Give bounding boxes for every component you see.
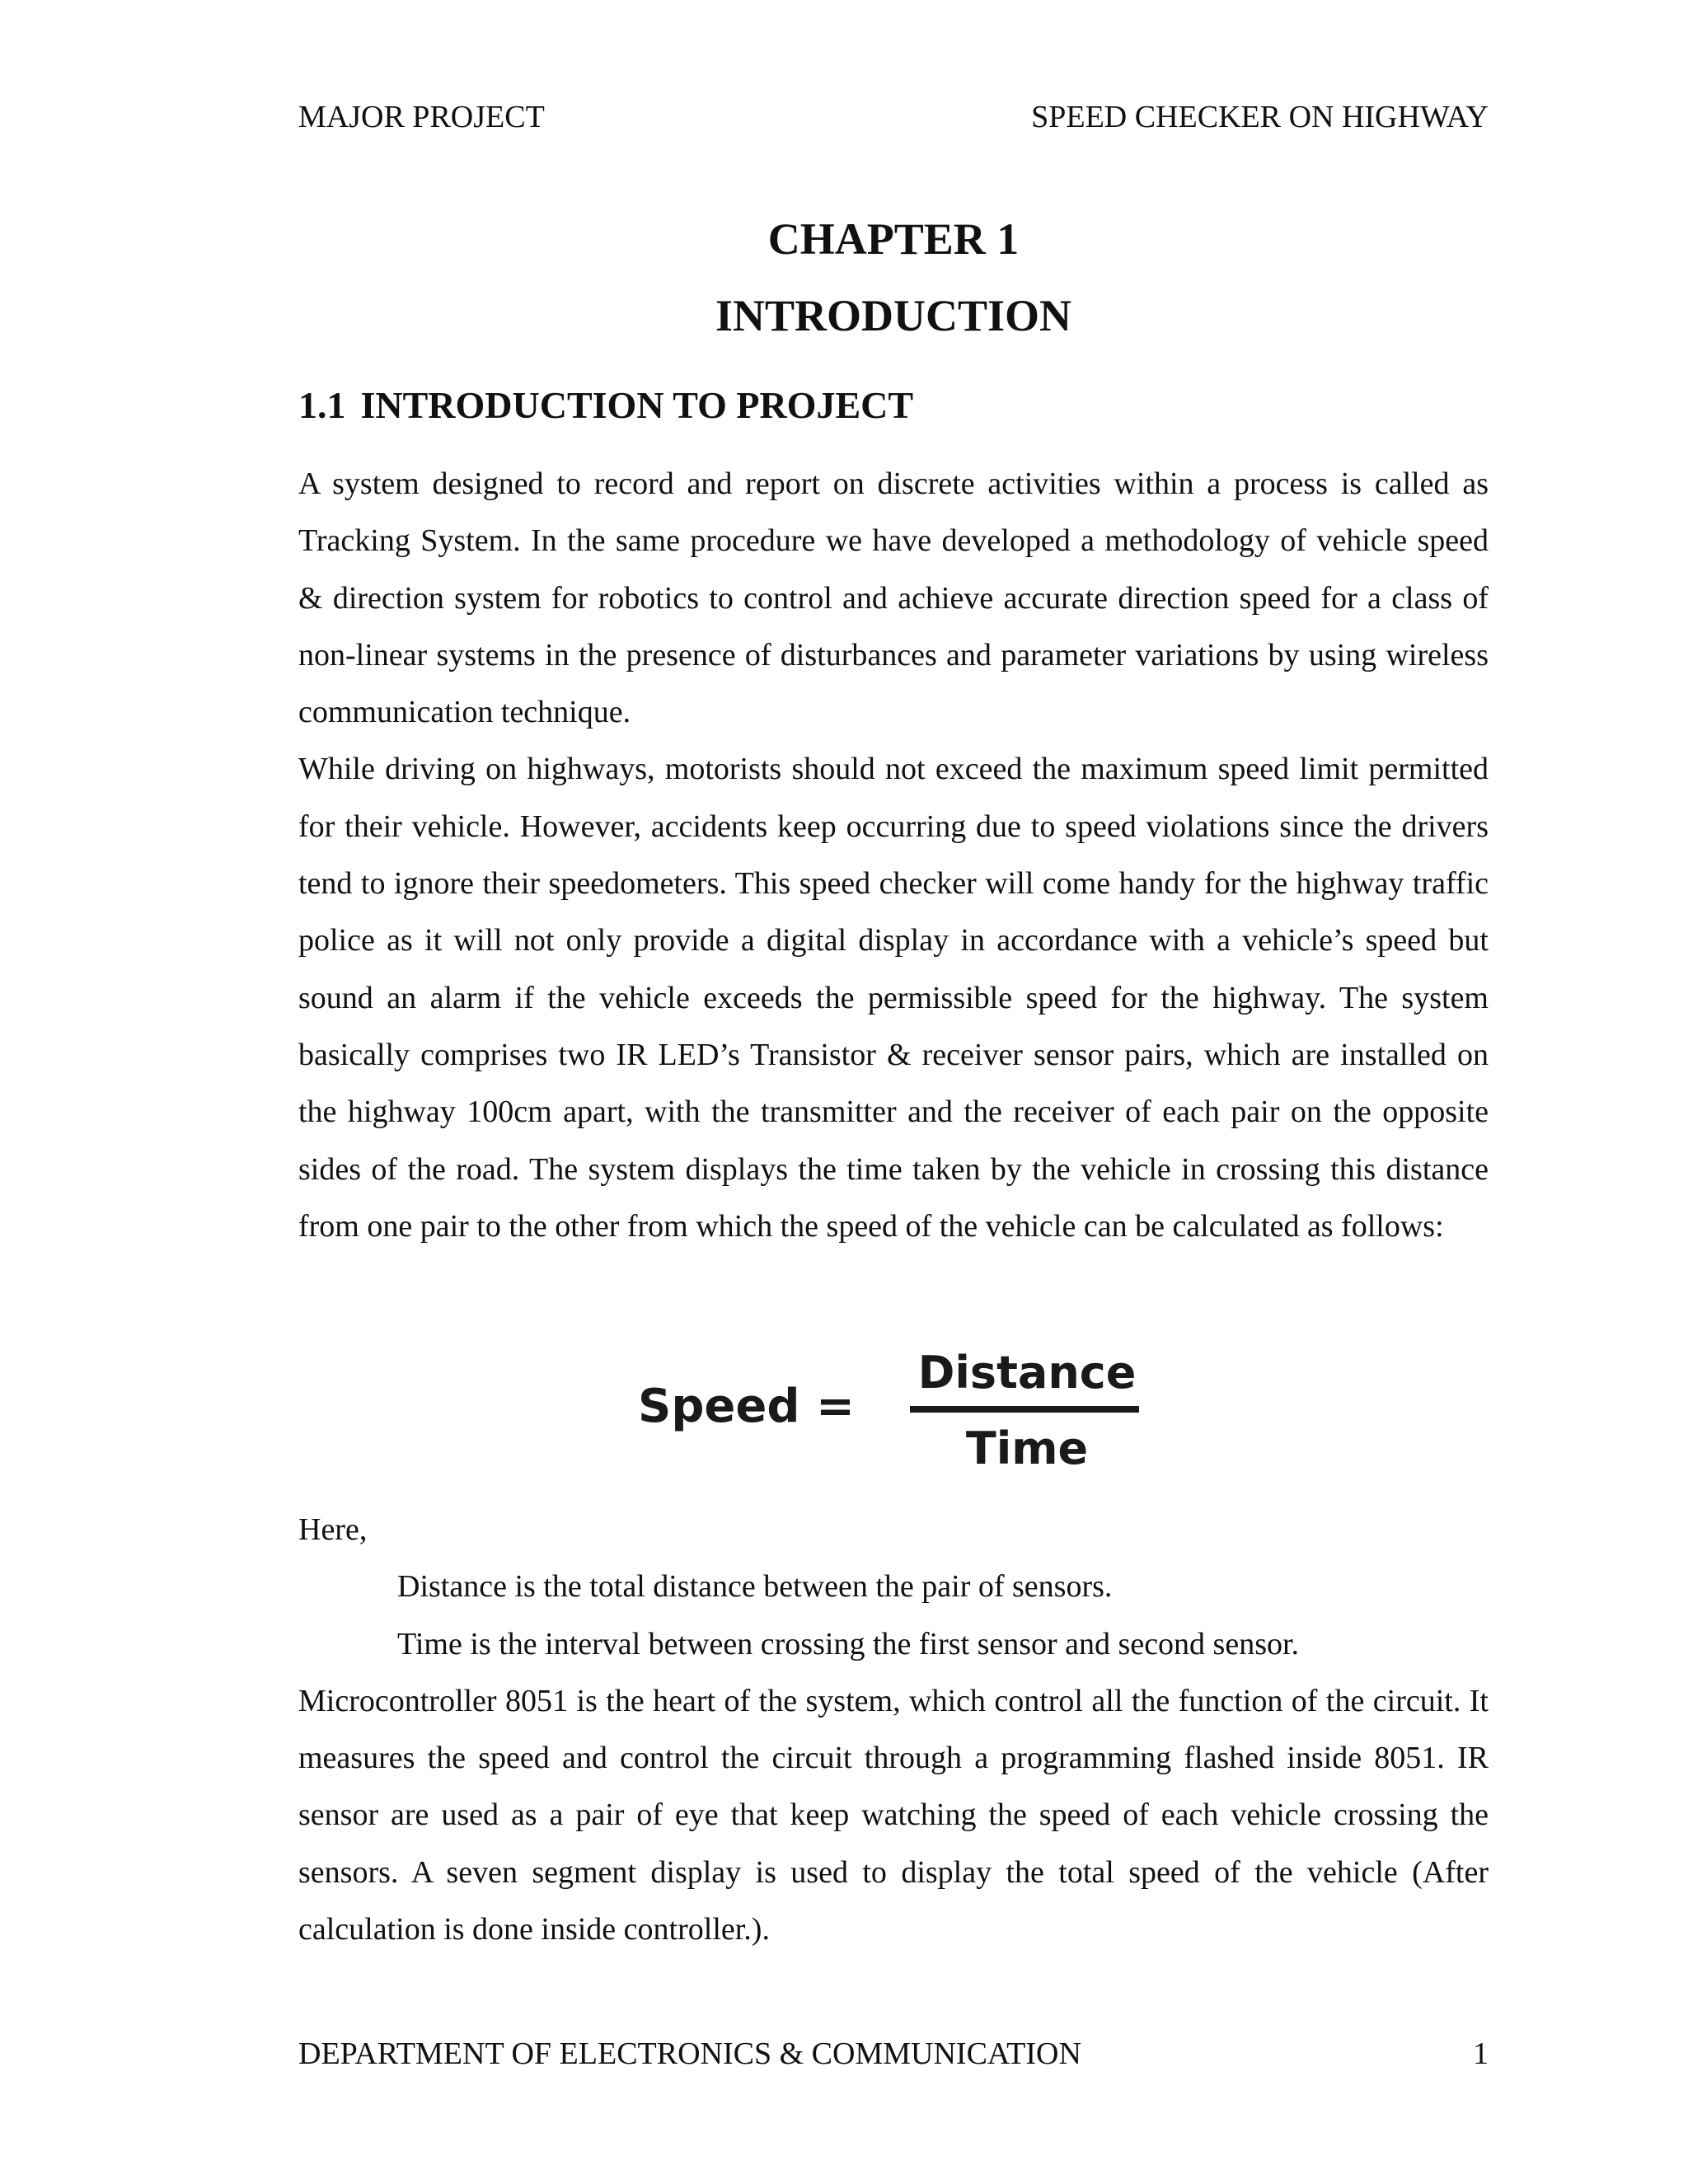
running-header <box>298 97 1489 137</box>
chapter-number: CHAPTER 1 <box>767 214 1020 264</box>
formula-lhs: Speed = <box>638 1380 855 1433</box>
header-project-label: MAJOR PROJECT <box>298 100 545 134</box>
time-definition: Time is the interval between crossing the first sensor and second sensor. <box>397 1626 1300 1661</box>
intro-body <box>298 456 1489 1255</box>
formula-fraction <box>903 1345 1151 1477</box>
paragraph-tracking-system: A system designed to record and report on discrete activities within a process is called as Tracking System. In the same procedure we have developed a methodology of vehicle speed & direction system for robotics to control and achieve accurate direction speed for a class of non-linear systems in the presence of disturbances and parameter variations by using wireless communication technique. <box>298 466 1489 730</box>
explanation-body <box>298 1502 1489 1958</box>
section-number: 1.1 <box>298 384 346 426</box>
chapter-title: INTRODUCTION <box>715 291 1072 340</box>
running-footer <box>298 2034 1489 2074</box>
distance-definition: Distance is the total distance between the pair of sensors. <box>397 1569 1113 1605</box>
explanation-intro: Here, <box>298 1512 368 1547</box>
header-document-title: SPEED CHECKER ON HIGHWAY <box>1031 100 1489 134</box>
speed-formula <box>635 1345 1154 1477</box>
paragraph-microcontroller: Microcontroller 8051 is the heart of the system, which control all the function of the circuit. It measures the speed and control the circuit through a programming flashed inside 8051. IR sensor are used as a pair of eye that keep watching the speed of each vehicle crossing the sensors. A seven segment display is used to display the total speed of the vehicle (After calculation is done inside controller.). <box>298 1683 1489 1947</box>
paragraph-speed-violations: While driving on highways, motorists should not exceed the maximum speed limit permitted for their vehicle. However, accidents keep occurring due to speed violations since the drivers tend to ignore their speedometers. This speed checker will come handy for the highway traffic police as it will not only provide a digital display in accordance with a vehicle’s speed but sound an alarm if the vehicle exceeds the permissible speed for the highway. The system basically comprises two IR LED’s Transistor & receiver sensor pairs, which are installed on the highway 100cm apart, with the transmitter and the receiver of each pair on the opposite sides of the road. The system displays the time taken by the vehicle in crossing this distance from one pair to the other from which the speed of the vehicle can be calculated as follows: <box>298 752 1489 1244</box>
fraction-bar <box>910 1406 1139 1413</box>
section-title: INTRODUCTION TO PROJECT <box>360 384 914 426</box>
formula-numerator: Distance <box>917 1347 1137 1399</box>
page-number: 1 <box>1473 2036 1489 2071</box>
section-heading <box>298 381 913 430</box>
footer-department: DEPARTMENT OF ELECTRONICS & COMMUNICATION <box>298 2036 1081 2071</box>
formula-denominator: Time <box>965 1422 1089 1474</box>
